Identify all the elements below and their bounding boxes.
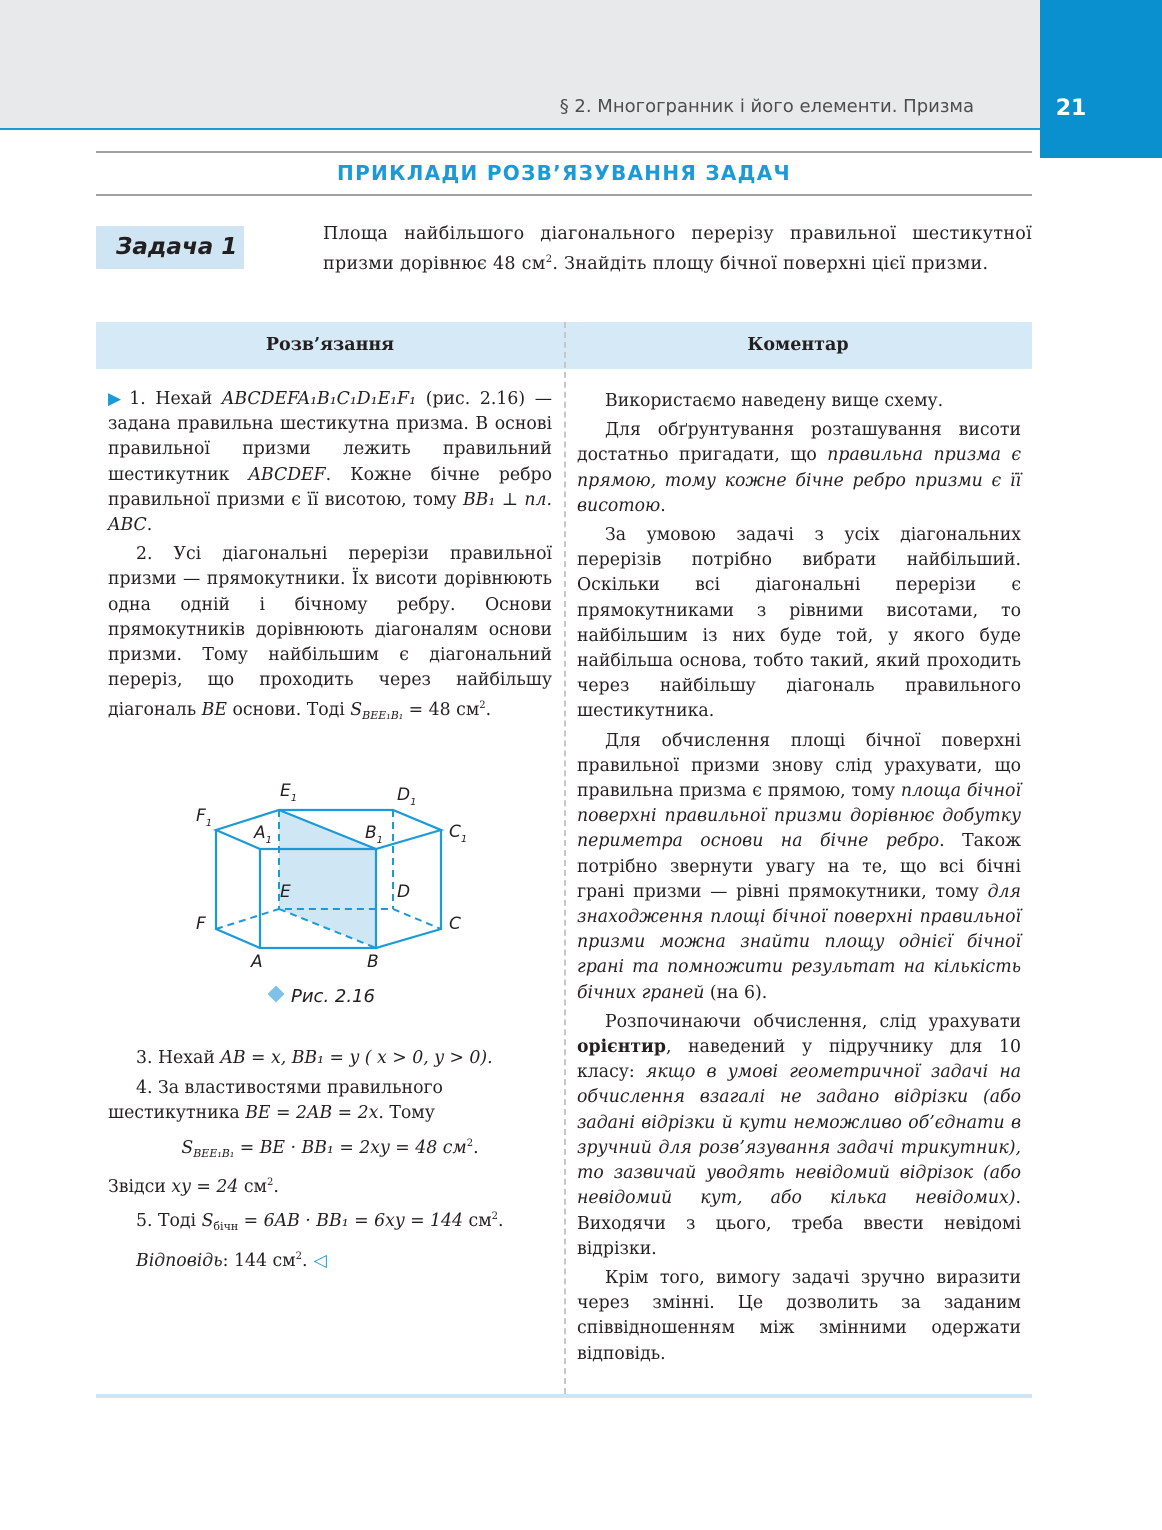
task-badge	[96, 226, 244, 269]
label-c: C	[449, 914, 461, 934]
end-of-solution-icon: ◁	[313, 1250, 327, 1271]
task-label: Задача 1	[116, 234, 238, 260]
label-f1: $F_1$	[196, 806, 213, 829]
comment-paragraph-3: За умовою задачі з усіх діагональних перерізів потрібно вибрати найбільший. Оскільки всі діагональні перерізи є прямокутниками з рівними висотами, то найбільшим із них буде той, у якого буде найбільша основа, тобто такий, який проходить через найбільшу діагональ правильного шестикутника.	[577, 525, 1021, 722]
task-text-sup: 2	[545, 254, 553, 265]
comment-column	[577, 389, 1021, 1371]
label-e: E	[280, 882, 291, 902]
label-a1: $A_1$	[254, 823, 273, 846]
label-f: F	[196, 914, 206, 934]
label-a: A	[251, 952, 263, 972]
comment-paragraph-5: Розпочинаючи обчислення, слід урахувати орієнтир, наведений у підручнику для 10 класу: якщо в умові геометричної задачі на обчислення взагалі не задано відрізки (або задані відрізки й кути неможливо об’єднати в зручний для розв’язування задачі трикутник), то зазвичай уводять невідомий відрізок (або невідомий кут, або кілька невідомих). Виходячи з цього, треба ввести невідомі відрізки.	[577, 1011, 1022, 1259]
running-head: § 2. Многогранник і його елементи. Призма	[559, 96, 974, 117]
bottom-visible-edges	[216, 929, 441, 948]
section-band	[96, 151, 1032, 196]
figure-caption: Рис. 2.16	[270, 986, 375, 1007]
comment-paragraph-1: Використаємо наведену вище схему.	[605, 391, 944, 411]
column-header-solution: Розв’язання	[265, 335, 395, 355]
solution-step-5: 5. Тоді $S_{бічн} = 6AB \cdot BB_1 = 6xy = 144$ $см^2$.	[136, 1211, 504, 1234]
comment-paragraph-6: Крім того, вимогу задачі зручно виразити через змінні. Це дозволить за заданим співвідношенням між змінними одержати відповідь.	[577, 1267, 1021, 1364]
diagonal-section-fill	[279, 810, 376, 948]
label-b1: $B_1$	[365, 823, 384, 846]
page-number: 21	[1055, 96, 1087, 121]
task-text-2: . Знайдіть площу бічної поверхні цієї призми.	[552, 253, 989, 274]
prism-figure	[187, 770, 477, 975]
column-header-comment: Коментар	[747, 335, 849, 355]
section-title: ПРИКЛАДИ РОЗВ’ЯЗУВАННЯ ЗАДАЧ	[337, 161, 791, 185]
comment-paragraph-2: Для обґрунтування розташування висоти достатньо пригадати, що правильна призма є прямою, тому кожне бічне ребро призми є її висотою.	[577, 420, 1021, 516]
solution-step-4: 4. За властивостями правильного шестикутника BE = 2AB = 2x. Тому	[108, 1077, 443, 1123]
solution-steps-lower	[108, 1046, 552, 1278]
task-text-1: Площа найбільшого діагонального перерізу правильної шестикутної призми дорівнює 48 см	[323, 224, 1032, 274]
bottom-rule	[96, 1394, 1032, 1398]
solution-column	[108, 387, 552, 733]
area-formula: $S_{BEE_1B_1}$ = BE · BB₁ = 2xy = 48 $см^2$.	[181, 1137, 479, 1160]
label-d: D	[397, 882, 411, 902]
label-e1: $E_1$	[280, 781, 298, 804]
column-divider	[564, 322, 566, 1394]
label-b: B	[367, 952, 379, 972]
solution-step-1: ▶ 1. Нехай ABCDEFA₁B₁C₁D₁E₁F₁ (рис. 2.16) — задана правильна шестикутна призма. В основі правильної призми лежить правильний шестикутник ABCDEF. Кожне бічне ребро правильної призми є її висотою, тому BB₁ ⊥ пл. ABC.	[108, 389, 553, 536]
task-statement	[323, 222, 1032, 277]
diamond-icon	[268, 986, 285, 1003]
label-d1: $D_1$	[397, 785, 417, 808]
solution-step-2: 2. Усі діагональні перерізи правильної призми — прямокутники. Їх висоти дорівнюють одна одній і бічному ребру. Основи прямокутників дорівнюють діагоналям основи призми. Тому найбільшим є діагональний переріз, що проходить через найбільшу діагональ BE основи. Тоді $S_{BEE_1B_1} = 48$ $см^2$.	[108, 544, 552, 723]
answer-line: Відповідь: 144 $см^2$. ◁	[136, 1250, 327, 1271]
header-rule	[0, 128, 1040, 130]
play-arrow-icon: ▶	[108, 389, 126, 409]
page-number-tab	[1040, 0, 1162, 158]
label-c1: $C_1$	[449, 822, 468, 845]
comment-paragraph-4: Для обчислення площі бічної поверхні правильної призми знову слід урахувати, що правильна призма є прямою, тому площа бічної поверхні правильної призми дорівнює добутку периметра основи на бічне ребро. Також потрібно звернути увагу на те, що всі бічні грані призми — рівні прямокутники, тому для знаходження площі бічної поверхні правильної призми можна знайти площу однієї бічної грані та помножити результат на кількість бічних граней (на 6).	[577, 730, 1021, 1003]
hence-line: Звідси xy = 24 $см^2$.	[108, 1176, 279, 1197]
solution-step-3: 3. Нехай AB = x, BB₁ = y ( x > 0, y > 0).	[136, 1048, 493, 1068]
hexagonal-prism-diagram	[187, 770, 477, 975]
